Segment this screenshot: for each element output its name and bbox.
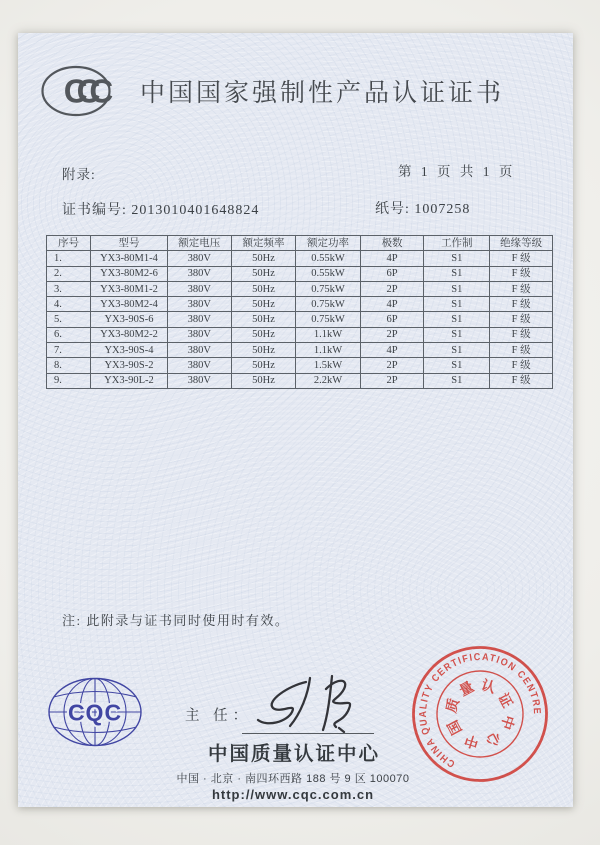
table-cell: 380V: [167, 343, 231, 358]
director-label: 主 任：: [185, 708, 253, 724]
table-cell: YX3-80M2-6: [91, 266, 168, 281]
table-cell: S1: [424, 312, 490, 327]
ccc-mark-icon: [38, 63, 114, 119]
table-cell: 6P: [360, 312, 424, 327]
organization-address: 中国 · 北京 · 南四环西路 188 号 9 区 100070: [176, 773, 410, 785]
organization-name: 中国质量认证中心: [207, 743, 380, 765]
cqc-logo-letters: CQC: [67, 699, 123, 726]
page-info: 第 1 页 共 1 页: [398, 164, 516, 179]
table-row: [47, 373, 553, 388]
table-cell: 2.2kW: [296, 373, 360, 388]
table-cell: 1.: [47, 251, 91, 266]
table-row: [47, 281, 553, 296]
table-cell: YX3-90L-2: [91, 373, 168, 388]
table-row: [47, 312, 553, 327]
cqc-globe-logo-icon: [45, 673, 145, 751]
stamp-character: 质: [442, 696, 462, 715]
table-row: [47, 358, 553, 373]
table-cell: 0.55kW: [296, 251, 360, 266]
director-signature: [242, 669, 392, 733]
table-cell: YX3-90S-6: [91, 312, 168, 327]
table-cell: F 级: [490, 251, 553, 266]
product-spec-table: [46, 235, 553, 389]
table-cell: S1: [424, 358, 490, 373]
table-cell: YX3-80M2-2: [91, 327, 168, 342]
table-cell: 0.75kW: [296, 312, 360, 327]
table-cell: 9.: [47, 373, 91, 388]
table-header-cell: 工作制: [424, 236, 490, 251]
paper-number-line: [375, 198, 470, 218]
table-cell: 2.: [47, 266, 91, 281]
stamp-character: 量: [456, 678, 477, 699]
table-cell: S1: [424, 373, 490, 388]
stamp-character: 中: [462, 732, 481, 752]
table-cell: 380V: [167, 251, 231, 266]
table-cell: 380V: [167, 266, 231, 281]
stamp-inner-ring: [430, 664, 530, 764]
table-cell: 50Hz: [231, 266, 296, 281]
table-header-cell: 额定功率: [296, 236, 360, 251]
table-cell: S1: [424, 281, 490, 296]
stamp-character: 证: [495, 690, 516, 711]
table-header-cell: 极数: [360, 236, 424, 251]
table-cell: 2P: [360, 373, 424, 388]
stamp-character: 认: [479, 676, 498, 696]
certificate-number-label: 证书编号:: [62, 203, 127, 218]
table-cell: 380V: [167, 358, 231, 373]
table-cell: 50Hz: [231, 343, 296, 358]
appendix-label: 附录:: [62, 167, 96, 182]
table-cell: YX3-90S-2: [91, 358, 168, 373]
table-cell: 50Hz: [231, 373, 296, 388]
table-cell: YX3-80M1-2: [91, 281, 168, 296]
table-header-cell: 型号: [91, 236, 168, 251]
table-cell: YX3-80M2-4: [91, 297, 168, 312]
ccc-mark-letters: CCC: [63, 72, 103, 110]
table-cell: 7.: [47, 343, 91, 358]
table-row: [47, 266, 553, 281]
table-cell: F 级: [490, 358, 553, 373]
table-header-cell: 序号: [47, 236, 91, 251]
spec-table-header-row: [47, 236, 553, 251]
table-cell: 2P: [360, 358, 424, 373]
table-cell: 380V: [167, 297, 231, 312]
table-cell: 8.: [47, 358, 91, 373]
table-cell: S1: [424, 297, 490, 312]
table-row: [47, 297, 553, 312]
table-header-cell: 额定频率: [231, 236, 296, 251]
table-cell: 50Hz: [231, 251, 296, 266]
table-header-cell: 额定电压: [167, 236, 231, 251]
table-cell: S1: [424, 343, 490, 358]
table-cell: 380V: [167, 327, 231, 342]
stamp-outer-text: CHINA QUALITY CERTIFICATION CENTRE: [417, 651, 543, 770]
table-cell: F 级: [490, 327, 553, 342]
table-row: [47, 327, 553, 342]
table-cell: F 级: [490, 281, 553, 296]
table-cell: 50Hz: [231, 312, 296, 327]
table-cell: 4.: [47, 297, 91, 312]
table-cell: 50Hz: [231, 297, 296, 312]
paper-number-label: 纸号:: [375, 202, 410, 217]
table-cell: 50Hz: [231, 281, 296, 296]
table-cell: 380V: [167, 373, 231, 388]
table-cell: 0.75kW: [296, 281, 360, 296]
table-row: [47, 343, 553, 358]
table-cell: F 级: [490, 312, 553, 327]
table-cell: 1.1kW: [296, 343, 360, 358]
table-cell: YX3-80M1-4: [91, 251, 168, 266]
table-cell: 6P: [360, 266, 424, 281]
table-cell: S1: [424, 251, 490, 266]
table-cell: 380V: [167, 312, 231, 327]
table-cell: 1.1kW: [296, 327, 360, 342]
table-cell: S1: [424, 327, 490, 342]
certificate-paper: [18, 33, 573, 807]
stamp-character: 中: [498, 713, 518, 732]
table-cell: 4P: [360, 251, 424, 266]
signature-line: [242, 733, 374, 734]
table-cell: 2P: [360, 281, 424, 296]
table-cell: 0.75kW: [296, 297, 360, 312]
stamp-character: 国: [444, 717, 465, 738]
stamp-character: 心: [483, 729, 504, 750]
table-cell: 0.55kW: [296, 266, 360, 281]
table-cell: F 级: [490, 343, 553, 358]
table-cell: F 级: [490, 266, 553, 281]
table-cell: 5.: [47, 312, 91, 327]
table-cell: F 级: [490, 297, 553, 312]
table-cell: 50Hz: [231, 327, 296, 342]
certificate-number-value: 2013010401648824: [131, 203, 260, 218]
table-row: [47, 251, 553, 266]
table-cell: 4P: [360, 343, 424, 358]
table-cell: 1.5kW: [296, 358, 360, 373]
table-cell: YX3-90S-4: [91, 343, 168, 358]
table-header-cell: 绝缘等级: [490, 236, 553, 251]
table-cell: 3.: [47, 281, 91, 296]
organization-website: http://www.cqc.com.cn: [211, 787, 375, 802]
table-cell: 50Hz: [231, 358, 296, 373]
spec-table-body: [47, 251, 553, 389]
certificate-number-line: [62, 199, 259, 219]
table-cell: 2P: [360, 327, 424, 342]
validity-note: 注: 此附录与证书同时使用时有效。: [62, 613, 290, 628]
table-cell: S1: [424, 266, 490, 281]
table-cell: 380V: [167, 281, 231, 296]
certification-stamp: [405, 639, 555, 789]
table-cell: F 级: [490, 373, 553, 388]
certificate-title: 中国国家强制性产品认证证书: [140, 80, 505, 107]
table-cell: 4P: [360, 297, 424, 312]
table-cell: 6.: [47, 327, 91, 342]
paper-number-value: 1007258: [414, 202, 471, 217]
